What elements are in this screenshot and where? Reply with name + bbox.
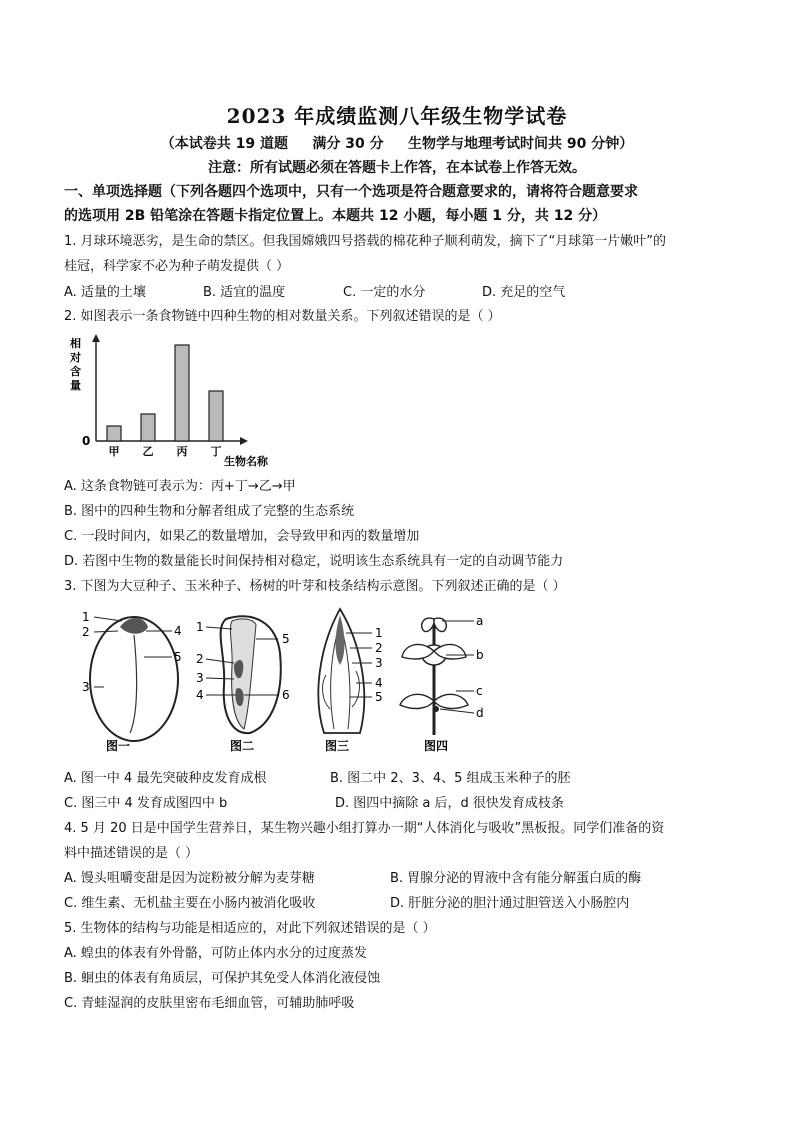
q4-option-a: A. 馒头咀嚼变甜是因为淀粉被分解为麦芽糖	[64, 871, 315, 886]
chart-ylabel-char: 对	[70, 351, 81, 364]
chart-ylabel-char: 相	[70, 337, 81, 350]
q1-option-b: B. 适宜的温度	[203, 285, 286, 300]
exam-subtitle: （本试卷共 19 道题 满分 30 分 生物学与地理考试时间共 90 分钟）	[160, 136, 634, 152]
exam-notice: 注意：所有试题必须在答题卡上作答，在本试卷上作答无效。	[208, 160, 586, 176]
chart-tick-label-0: 甲	[108, 445, 120, 458]
fig2-label-4: 4	[196, 688, 204, 702]
figure-1-soybean-seed	[64, 605, 194, 760]
chart-tick-label-1: 乙	[142, 445, 154, 458]
fig4-caption: 图四	[424, 739, 449, 753]
q1-stem-line-2: 桂冠，科学家不必为种子萌发提供（ ）	[64, 259, 290, 274]
chart-bar-3	[209, 391, 223, 441]
chart-origin-label: 0	[82, 434, 91, 448]
q1-option-a: A. 适量的土壤	[64, 285, 146, 300]
fig3-caption: 图三	[325, 739, 350, 753]
q2-stem: 2. 如图表示一条食物链中四种生物的相对数量关系。下列叙述错误的是（ ）	[64, 309, 501, 324]
chart-tick-labels	[109, 444, 222, 458]
fig2-label-6: 6	[282, 688, 290, 702]
q3-option-a: A. 图一中 4 最先突破种皮发育成根	[64, 771, 267, 786]
fig2-label-5: 5	[282, 632, 290, 646]
chart-ylabel-char: 量	[70, 379, 81, 392]
q1-option-c: C. 一定的水分	[343, 285, 426, 300]
q4-option-d: D. 肝脏分泌的胆汁通过胆管送入小肠腔内	[390, 896, 630, 911]
q3-option-b: B. 图二中 2、3、4、5 组成玉米种子的胚	[330, 771, 571, 786]
q4-stem-line-1: 4. 5 月 20 日是中国学生营养日，某生物兴趣小组打算办一期“人体消化与吸收”黑板报。同学们准备的资	[64, 821, 665, 836]
q4-stem-line-2: 料中描述错误的是（ ）	[64, 846, 199, 861]
fig1-label-1: 1	[82, 610, 90, 624]
fig3-label-1: 1	[375, 626, 383, 640]
q2-option-a: A. 这条食物链可表示为：丙+丁→乙→甲	[64, 479, 296, 494]
q1-stem-line-1: 1. 月球环境恶劣，是生命的禁区。但我国嫦娥四号搭载的棉花种子顺利萌发，摘下了“月球第一片嫩叶”的	[64, 234, 667, 249]
q5-stem: 5. 生物体的结构与功能是相适应的，对此下列叙述错误的是（ ）	[64, 921, 436, 936]
q3-option-c: C. 图三中 4 发育成图四中 b	[64, 796, 228, 811]
fig1-label-3: 3	[82, 680, 90, 694]
q3-option-d: D. 图四中摘除 a 后，d 很快发育成枝条	[335, 796, 564, 811]
q4-option-b: B. 胃腺分泌的胃液中含有能分解蛋白质的酶	[390, 871, 642, 886]
fig1-label-4: 4	[174, 624, 182, 638]
food-chain-bar-chart	[64, 333, 284, 468]
chart-tick-label-3: 丁	[210, 445, 222, 458]
q5-option-a: A. 蝗虫的体表有外骨骼，可防止体内水分的过度蒸发	[64, 946, 367, 961]
figure-3-leaf-bud	[300, 605, 395, 760]
chart-x-arrow	[240, 437, 248, 445]
chart-ylabel-char: 含	[70, 365, 81, 378]
q4-option-c: C. 维生素、无机盐主要在小肠内被消化吸收	[64, 896, 316, 911]
fig3-label-5: 5	[375, 690, 383, 704]
fig2-caption: 图二	[230, 739, 255, 753]
fig3-label-4: 4	[375, 676, 383, 690]
q1-option-d: D. 充足的空气	[482, 285, 566, 300]
fig4-label-d: d	[476, 706, 484, 720]
chart-bars	[107, 345, 223, 441]
chart-y-arrow	[92, 334, 100, 342]
fig4-label-b: b	[476, 648, 484, 662]
chart-tick-label-2: 丙	[176, 445, 188, 458]
chart-ylabel	[69, 336, 81, 392]
fig3-label-2: 2	[375, 641, 383, 655]
fig4-label-a: a	[476, 614, 484, 628]
fig1-caption: 图一	[106, 739, 131, 753]
fig2-label-2: 2	[196, 652, 204, 666]
section-heading-line-1: 一、单项选择题（下列各题四个选项中，只有一个选项是符合题意要求的，请将符合题意要求	[64, 184, 638, 200]
q5-option-c: C. 青蛙湿润的皮肤里密布毛细血管，可辅助肺呼吸	[64, 996, 355, 1011]
figure-4-branch	[394, 605, 504, 760]
chart-xlabel: 生物名称	[224, 455, 268, 468]
fig4-label-c: c	[476, 684, 483, 698]
fig3-label-3: 3	[375, 656, 383, 670]
chart-bar-2	[175, 345, 189, 441]
figure-2-corn-seed	[192, 605, 302, 760]
fig1-label-5: 5	[174, 650, 182, 664]
q2-option-c: C. 一段时间内，如果乙的数量增加，会导致甲和丙的数量增加	[64, 529, 420, 544]
section-heading-line-2: 的选项用 2B 铅笔涂在答题卡指定位置上。本题共 12 小题，每小题 1 分，共 12 分）	[64, 208, 607, 224]
chart-bar-0	[107, 426, 121, 441]
exam-title: 2023 年成绩监测八年级生物学试卷	[226, 104, 568, 128]
q2-option-d: D. 若图中生物的数量能长时间保持相对稳定，说明该生态系统具有一定的自动调节能力	[64, 554, 564, 569]
q3-stem: 3. 下图为大豆种子、玉米种子、杨树的叶芽和枝条结构示意图。下列叙述正确的是（ ）	[64, 579, 566, 594]
fig1-label-2: 2	[82, 625, 90, 639]
chart-bar-1	[141, 414, 155, 441]
q5-option-b: B. 蛔虫的体表有角质层，可保护其免受人体消化液侵蚀	[64, 971, 381, 986]
fig2-label-1: 1	[196, 620, 204, 634]
q2-option-b: B. 图中的四种生物和分解者组成了完整的生态系统	[64, 504, 355, 519]
fig2-label-3: 3	[196, 671, 204, 685]
